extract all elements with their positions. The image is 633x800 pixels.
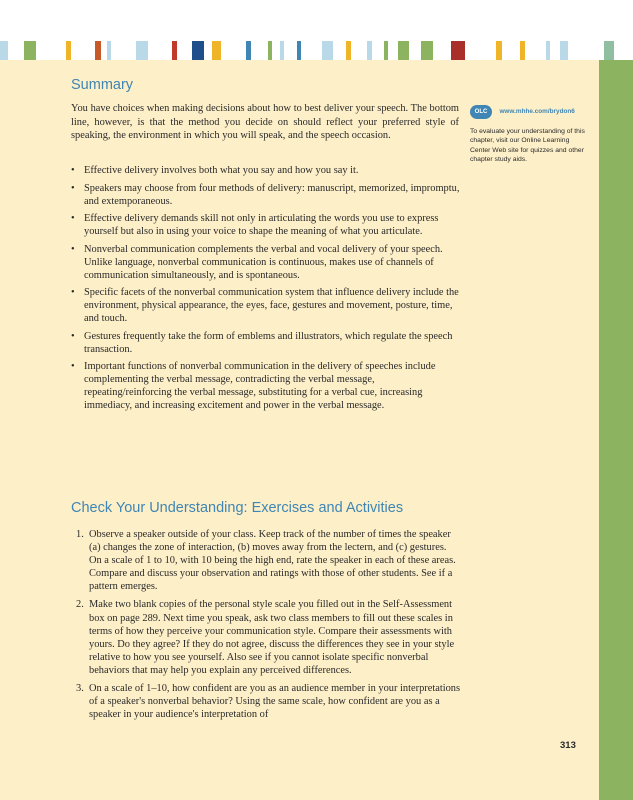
exercises-heading: Check Your Understanding: Exercises and Activities [71,500,404,516]
page-number: 313 [560,740,576,751]
summary-intro: You have choices when making decisions about how to best deliver your speech. The bottom line, however, is that the method you decide on should reflect your preferred style of speaking, the environment in which you will speak, and the speech occasion. [71,103,459,142]
exercise-list [71,528,461,726]
exercise-text: Observe a speaker outside of your class. Keep track of the number of times the speaker (a) changes the zone of interaction, (b) moves away from the lectern, and (c) gestures. On a scale of 1 to 10, with 10 being the high end, rate the speaker in each of these areas. Compare and discuss your observation and ratings with those of other students. See if a pattern emerges. [89,529,456,593]
exercise-item [71,682,461,721]
decorative-header-band [0,0,633,60]
olc-url-link[interactable]: www.mhhe.com/brydon6 [499,108,575,116]
summary-bullet: • Speakers may choose from four methods of delivery: manuscript, memorized, impromptu, and extemporaneous. [71,183,461,209]
summary-bullet: • Specific facets of the nonverbal communication system that influence delivery include the environment, physical appearance, the eyes, face, gestures and movement, posture, time, and touch. [71,287,461,325]
summary-bullet: • Gestures frequently take the form of emblems and illustrators, which regulate the speech transaction. [71,331,461,357]
olc-description: To evaluate your understanding of this chapter, visit our Online Learning Center Web site for quizzes and other chapter study aids. [470,128,585,164]
olc-sidebar-note [470,103,588,165]
exercise-item [71,598,461,677]
exercise-text: Make two blank copies of the personal style scale you filled out in the Self-Assessment box on page 289. Next time you speak, ask two class members to fill out these scales in terms of how they perceive your communication style. Compare their assessments with yours. Do they agree? If they do not agree, discuss the differences they see in your style relative to how you see yourself. Also see if you cannot isolate specific nonverbal behaviors that may help you explain any perceived differences. [89,599,455,676]
exercise-text: On a scale of 1–10, how confident are you as an audience member in your interpretations of a speaker's nonverbal behavior? Using the same scale, how confident are you as a speaker in your audience's interpretation of [89,683,461,721]
exercise-number: 3. [76,683,84,695]
summary-bullet: • Effective delivery demands skill not only in articulating the words you use to express yourself but also in using your voice to shape the meaning of what you articulate. [71,213,461,239]
right-margin-bar [599,60,633,800]
summary-bullet: • Nonverbal communication complements the verbal and vocal delivery of your speech. Unlike language, nonverbal communication is continuous, makes use of channels of communication simultaneously, and is spontaneous. [71,244,461,282]
summary-heading: Summary [71,77,134,93]
summary-bullet: • Effective delivery involves both what you say and how you say it. [71,165,461,178]
exercise-item [71,528,461,593]
exercise-number: 1. [76,529,84,540]
summary-bullet: • Important functions of nonverbal communication in the delivery of speeches include complementing the verbal message, contradicting the verbal message, repeating/reinforcing the verbal message, substituting for a verbal cue, increasing immediacy, and increasing excitement and power in the verbal message. [71,361,461,412]
exercise-number: 2. [76,599,84,611]
olc-logo-icon: OLC [470,105,492,119]
summary-bullet-list [71,165,461,418]
